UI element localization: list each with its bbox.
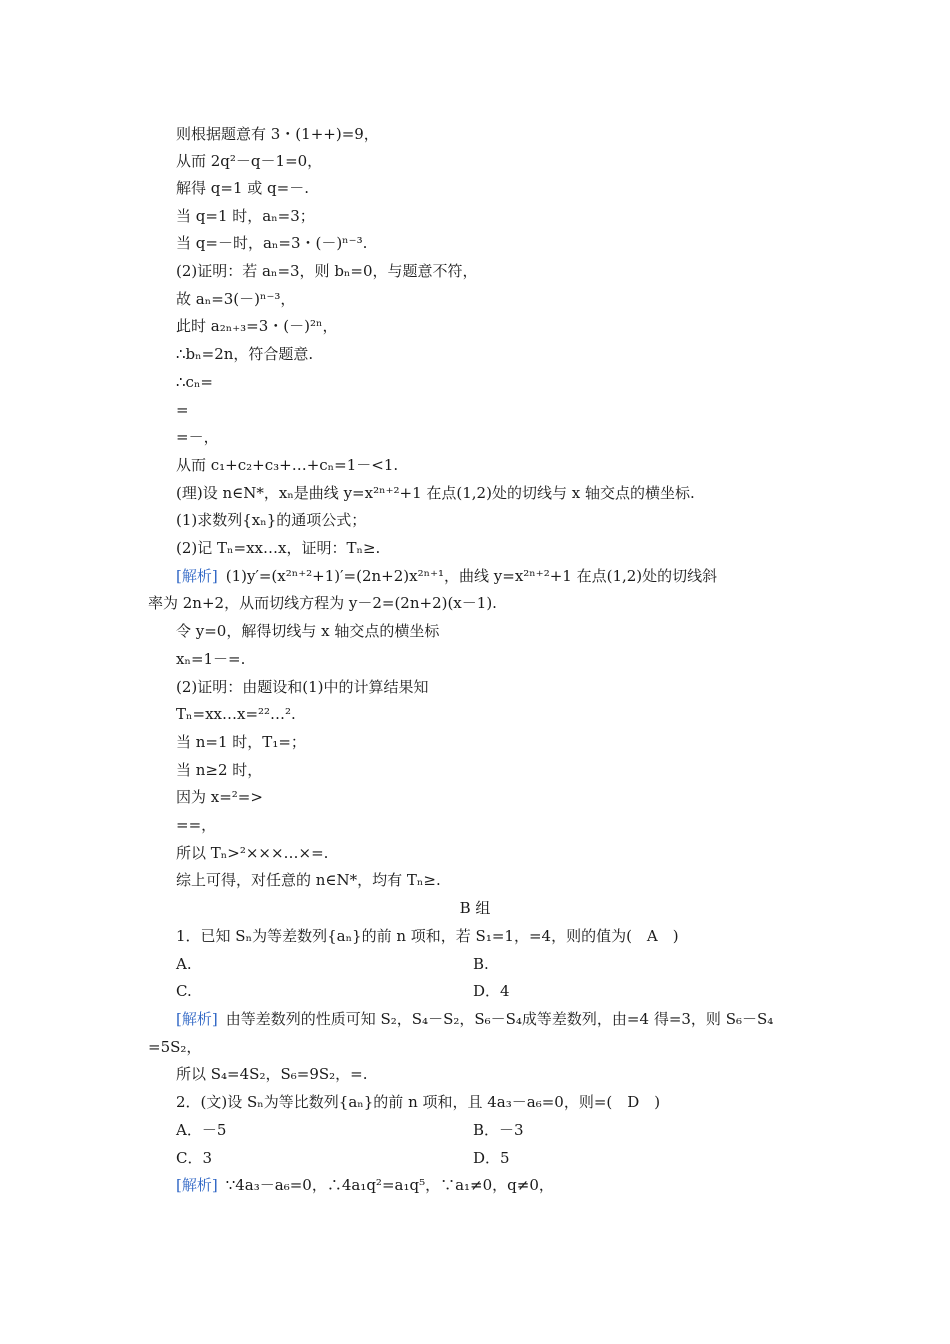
question-2: 2．(文)设 Sₙ为等比数列{aₙ}的前 n 项和，且 4a₃－a₆=0，则=( D )	[176, 1093, 661, 1111]
text-line: 故 aₙ=3(－)ⁿ⁻³，	[176, 290, 296, 308]
option-d: D．5	[473, 1149, 510, 1167]
text-line: Tₙ=xx…x=²²…².	[176, 705, 296, 723]
analysis-text: (1)y′=(x²ⁿ⁺²+1)′=(2n+2)x²ⁿ⁺¹，曲线 y=x²ⁿ⁺²+1 在点(1,2)处的切线斜	[225, 567, 718, 585]
text-line: ∴bₙ=2n，符合题意.	[176, 345, 314, 363]
option-a: A.	[176, 955, 192, 973]
text-line: 此时 a₂ₙ₊₃=3・(－)²ⁿ，	[176, 317, 338, 335]
text-line: (2)记 Tₙ=xx…x，证明：Tₙ≥.	[176, 539, 381, 557]
analysis-line	[0, 1009, 950, 1029]
analysis-line	[0, 566, 950, 586]
text-line: ==，	[176, 816, 217, 834]
text-line: 所以 Tₙ>²×××…×=.	[176, 844, 329, 862]
text-line: 因为 x=²=>	[176, 788, 263, 806]
option-c: C.	[176, 982, 192, 1000]
text-line: 综上可得，对任意的 n∈N*，均有 Tₙ≥.	[176, 871, 441, 889]
option-b: B.	[473, 955, 489, 973]
text-line: 令 y=0，解得切线与 x 轴交点的横坐标	[176, 622, 440, 640]
option-c: C．3	[176, 1149, 213, 1167]
option-d: D．4	[473, 982, 510, 1000]
text-line: 所以 S₄=4S₂，S₆=9S₂，=.	[176, 1065, 368, 1083]
analysis-tag: [解析]	[176, 567, 218, 585]
text-line: 率为 2n+2，从而切线方程为 y－2=(2n+2)(x－1).	[148, 594, 497, 612]
text-line: ∴cₙ=	[176, 373, 214, 391]
text-line: 从而 c₁+c₂+c₃+…+cₙ=1－<1.	[176, 456, 399, 474]
option-b: B．－3	[473, 1121, 524, 1139]
option-row	[0, 954, 950, 974]
text-line: (2)证明：若 aₙ=3，则 bₙ=0，与题意不符，	[176, 262, 478, 280]
problem-statement: (理)设 n∈N*，xₙ是曲线 y=x²ⁿ⁺²+1 在点(1,2)处的切线与 x 轴交点的横坐标.	[176, 484, 695, 502]
text-line: 从而 2q²－q－1=0，	[176, 152, 323, 170]
text-line: (1)求数列{xₙ}的通项公式；	[176, 511, 367, 529]
text-line: =	[176, 401, 189, 419]
option-a: A．－5	[176, 1121, 227, 1139]
text-line: 解得 q=1 或 q=－.	[176, 179, 309, 197]
text-line: 当 q=1 时，aₙ=3；	[176, 207, 315, 225]
analysis-tag: [解析]	[176, 1176, 218, 1194]
text-line: =5S₂，	[148, 1038, 202, 1056]
question-1: 1．已知 Sₙ为等差数列{aₙ}的前 n 项和，若 S₁=1，=4，则的值为( A )	[176, 927, 679, 945]
text-line: 则根据题意有 3・(1++)=9，	[176, 125, 379, 143]
text-line: (2)证明：由题设和(1)中的计算结果知	[176, 678, 429, 696]
text-line: 当 q=－时，aₙ=3・(－)ⁿ⁻³.	[176, 234, 368, 252]
option-row	[0, 1148, 950, 1168]
analysis-tag: [解析]	[176, 1010, 218, 1028]
text-line: xₙ=1－=.	[176, 650, 246, 668]
option-row	[0, 981, 950, 1001]
analysis-line	[0, 1175, 950, 1195]
analysis-text: 由等差数列的性质可知 S₂，S₄－S₂，S₆－S₄成等差数列，由=4 得=3，则 S₆－S₄	[225, 1010, 774, 1028]
text-line: 当 n≥2 时，	[176, 761, 263, 779]
section-heading: B 组	[459, 899, 491, 917]
text-line: =－，	[176, 428, 219, 446]
option-row	[0, 1120, 950, 1140]
analysis-text: ∵4a₃－a₆=0，∴4a₁q²=a₁q⁵，∵a₁≠0，q≠0，	[225, 1176, 554, 1194]
text-line: 当 n=1 时，T₁=；	[176, 733, 306, 751]
